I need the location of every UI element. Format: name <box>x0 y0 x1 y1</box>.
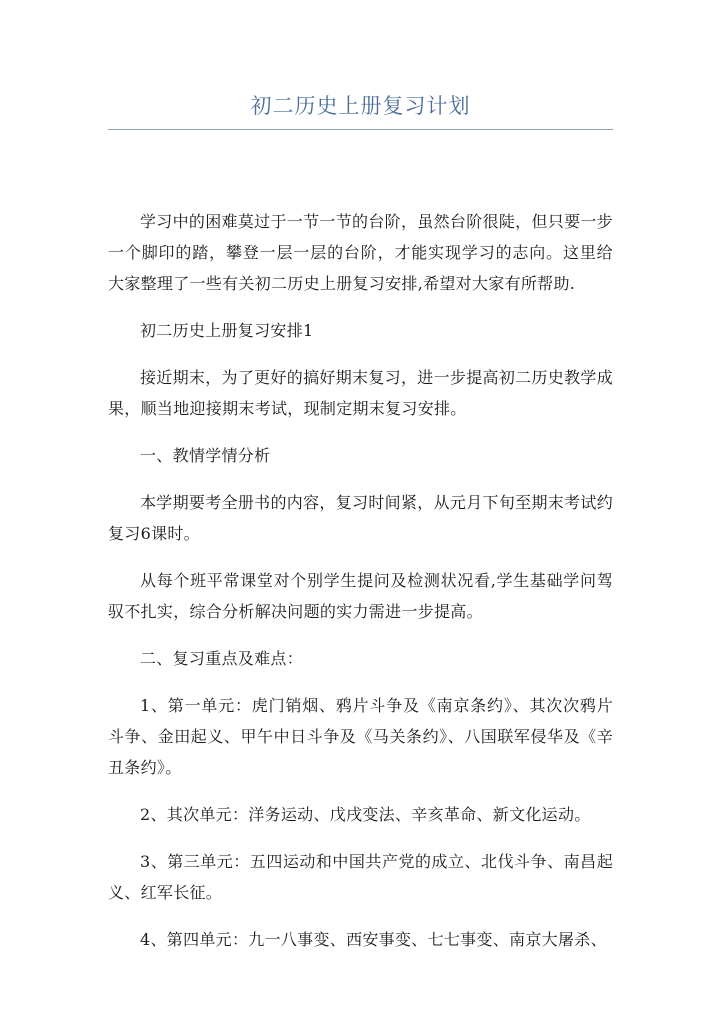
section-heading: 初二历史上册复习安排1 <box>140 321 314 340</box>
list-item: 1、第一单元：虎门销烟、鸦片斗争及《南京条约》、其次次鸦片斗争、金田起义、甲午中日斗争及《马关条约》、八国联军侵华及《辛丑条约》。 <box>108 696 613 777</box>
paragraph: 学习中的困难莫过于一节一节的台阶，虽然台阶很陡，但只要一步一个脚印的踏，攀登一层一层的台阶，才能实现学习的志向。这里给大家整理了一些有关初二历史上册复习安排,希望对大家有所帮助. <box>108 212 613 293</box>
document-body <box>108 206 613 971</box>
paragraph: 本学期要考全册书的内容，复习时间紧，从元月下旬至期末考试约复习6课时。 <box>108 493 613 543</box>
paragraph: 从每个班平常课堂对个别学生提问及检测状况看,学生基础学问驾驭不扎实，综合分析解决问题的实力需进一步提高。 <box>108 571 613 621</box>
list-item: 2、其次单元：洋务运动、戊戌变法、辛亥革命、新文化运动。 <box>140 805 591 824</box>
document-title: 初二历史上册复习计划 <box>250 94 471 118</box>
title-underline <box>108 129 613 130</box>
section-heading: 二、复习重点及难点： <box>140 649 304 668</box>
paragraph: 接近期末，为了更好的搞好期末复习，进一步提高初二历史教学成果，顺当地迎接期末考试，现制定期末复习安排。 <box>108 368 613 418</box>
list-item: 3、第三单元：五四运动和中国共产党的成立、北伐斗争、南昌起义、红军长征。 <box>108 852 613 902</box>
section-heading: 一、教情学情分析 <box>140 446 271 465</box>
list-item: 4、第四单元：九一八事变、西安事变、七七事变、南京大屠杀、 <box>140 930 607 949</box>
